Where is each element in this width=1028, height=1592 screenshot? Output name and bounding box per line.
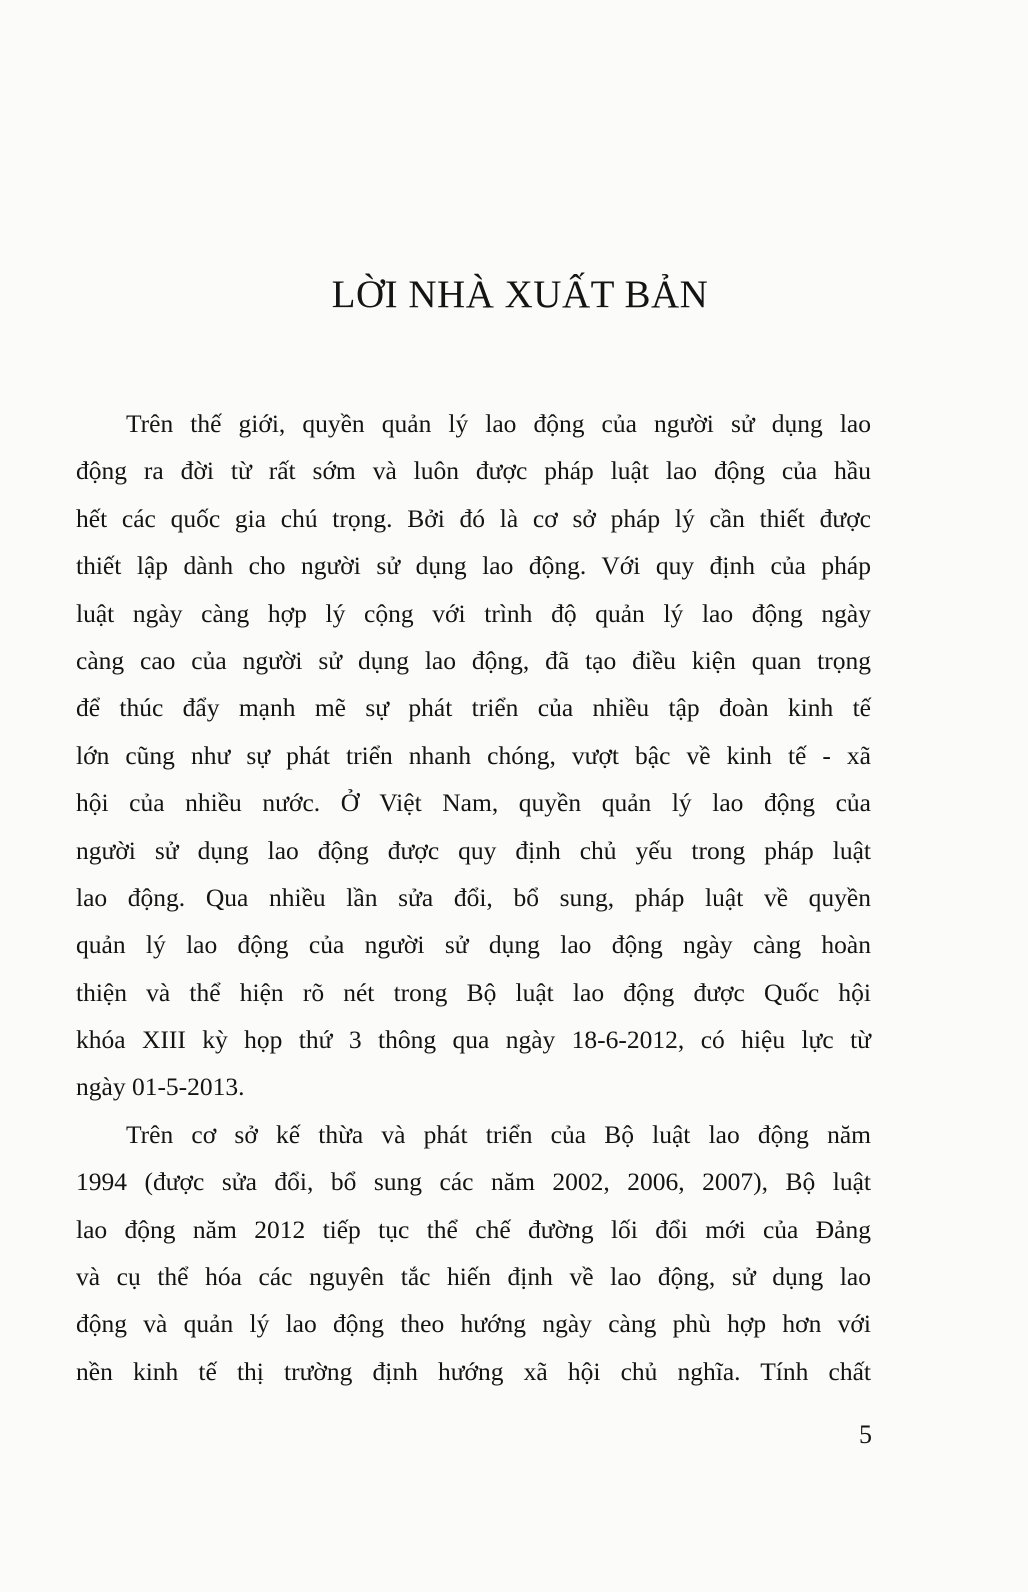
paragraph-1-line: để thúc đẩy mạnh mẽ sự phát triển của nhiều tập đoàn kinh tế xyxy=(76,693,871,723)
page-title: LỜI NHÀ XUẤT BẢN xyxy=(331,273,709,316)
paragraph-1-line: thiết lập dành cho người sử dụng lao động. Với quy định của pháp xyxy=(76,551,871,581)
paragraph-1-line: ngày 01-5-2013. xyxy=(76,1072,245,1102)
paragraph-2-line: và cụ thể hóa các nguyên tắc hiến định về lao động, sử dụng lao xyxy=(76,1262,871,1292)
paragraph-2-line: động và quản lý lao động theo hướng ngày càng phù hợp hơn với xyxy=(76,1309,871,1339)
paragraph-1-line: quản lý lao động của người sử dụng lao động ngày càng hoàn xyxy=(76,930,871,960)
body-text xyxy=(76,400,871,1395)
paragraph-1-line: Trên thế giới, quyền quản lý lao động của người sử dụng lao xyxy=(126,409,871,438)
page-number: 5 xyxy=(859,1420,872,1449)
paragraph-1-line: lớn cũng như sự phát triển nhanh chóng, vượt bậc về kinh tế - xã xyxy=(76,740,871,770)
paragraph-1-line: thiện và thể hiện rõ nét trong Bộ luật lao động được Quốc hội xyxy=(76,977,871,1007)
paragraph-1-line: động ra đời từ rất sớm và luôn được pháp luật lao động của hầu xyxy=(76,456,871,486)
paragraph-1-line: khóa XIII kỳ họp thứ 3 thông qua ngày 18-6-2012, có hiệu lực từ xyxy=(76,1025,871,1055)
paragraph-1-line: lao động. Qua nhiều lần sửa đổi, bổ sung, pháp luật về quyền xyxy=(76,882,871,912)
paragraph-2-line: lao động năm 2012 tiếp tục thể chế đường lối đổi mới của Đảng xyxy=(76,1214,871,1244)
paragraph-2-line: nền kinh tế thị trường định hướng xã hội chủ nghĩa. Tính chất xyxy=(76,1356,871,1386)
paragraph-1-line: hội của nhiều nước. Ở Việt Nam, quyền quản lý lao động của xyxy=(76,788,871,818)
paragraph-1-line: hết các quốc gia chú trọng. Bởi đó là cơ sở pháp lý cần thiết được xyxy=(76,503,871,533)
paragraph-2-line: 1994 (được sửa đổi, bổ sung các năm 2002, 2006, 2007), Bộ luật xyxy=(76,1167,871,1197)
paragraph-1-line: càng cao của người sử dụng lao động, đã tạo điều kiện quan trọng xyxy=(76,645,871,675)
paragraph-1-line: luật ngày càng hợp lý cộng với trình độ quản lý lao động ngày xyxy=(76,598,871,628)
paragraph-1-line: người sử dụng lao động được quy định chủ yếu trong pháp luật xyxy=(76,835,871,865)
paragraph-2-line: Trên cơ sở kế thừa và phát triển của Bộ luật lao động năm xyxy=(126,1119,871,1149)
